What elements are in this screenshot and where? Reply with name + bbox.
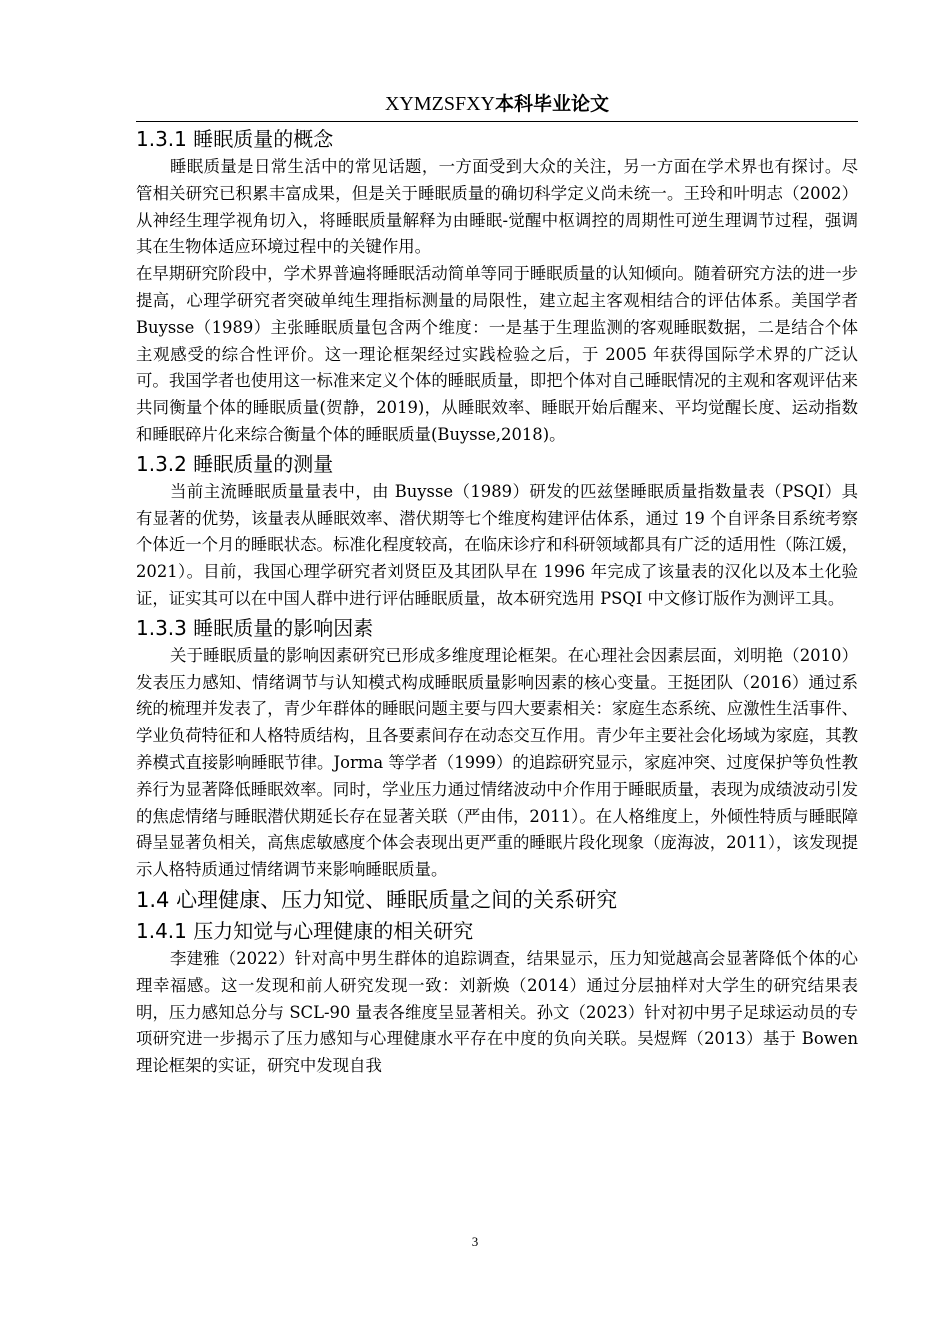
section-heading-1-3-2: 1.3.2 睡眠质量的测量 bbox=[136, 451, 334, 476]
section-heading-1-4: 1.4 心理健康、压力知觉、睡眠质量之间的关系研究 bbox=[136, 887, 618, 912]
paragraph-sleep-quality-measurement: 当前主流睡眠质量量表中，由 Buysse（1989）研发的匹兹堡睡眠质量指数量表（PSQI）具有显著的优势，该量表从睡眠效率、潜伏期等七个维度构建评估体系，通过 19 个自评条目系统考察个体近一个月的睡眠状态。标准化程度较高，在临床诊疗和科研领域都具有广泛的适用性（陈江媛，2021）。目前，我国心理学研究者刘贤臣及其团队早在 1996 年完成了该量表的汉化以及本土化验证，证实其可以在中国人群中进行评估睡眠质量，故本研究选用 PSQI 中文修订版作为测评工具。 bbox=[136, 481, 858, 608]
paragraph-sleep-quality-factors: 关于睡眠质量的影响因素研究已形成多维度理论框架。在心理社会因素层面，刘明艳（2010）发表压力感知、情绪调节与认知模式构成睡眠质量影响因素的核心变量。王挺团队（2016）通过系统的梳理并发表了，青少年群体的睡眠问题主要与四大要素相关：家庭生态系统、应激性生活事件、学业负荷特征和人格特质结构，且各要素间存在动态交互作用。青少年主要社会化场域为家庭，其教养模式直接影响睡眠节律。Jorma 等学者（1999）的追踪研究显示，家庭冲突、过度保护等负性教养行为显著降低睡眠效率。同时，学业压力通过情绪波动中介作用于睡眠质量，表现为成绩波动引发的焦虑情绪与睡眠潜伏期延长存在显著关联（严由伟，2011）。在人格维度上，外倾性特质与睡眠障碍呈显著负相关，高焦虑敏感度个体会表现出更严重的睡眠片段化现象（庞海波，2011），该发现提示人格特质通过情绪调节来影响睡眠质量。 bbox=[136, 645, 858, 880]
page-number: 3 bbox=[471, 1234, 479, 1249]
paragraph-sleep-quality-concept: 睡眠质量是日常生活中的常见话题，一方面受到大众的关注，另一方面在学术界也有探讨。尽管相关研究已积累丰富成果，但是关于睡眠质量的确切科学定义尚未统一。王玲和叶明志（2002）从神经生理学视角切入，将睡眠质量解释为由睡眠-觉醒中枢调控的周期性可逆生理调节过程，强调其在生物体适应环境过程中的关键作用。 bbox=[136, 157, 858, 257]
paragraph-sleep-quality-history: 在早期研究阶段中，学术界普遍将睡眠活动简单等同于睡眠质量的认知倾向。随着研究方法的进一步提高，心理学研究者突破单纯生理指标测量的局限性，建立起主客观相结合的评估体系。美国学者 Buysse（1989）主张睡眠质量包含两个维度：一是基于生理监测的客观睡眠数据，二是结合个体主观感受的综合性评价。这一理论框架经过实践检验之后，于 2005 年获得国际学术界的广泛认可。我国学者也使用这一标准来定义个体的睡眠质量，即把个体对自己睡眠情况的主观和客观评估来共同衡量个体的睡眠质量(贺静，2019)，从睡眠效率、睡眠开始后醒来、平均觉醒长度、运动指数和睡眠碎片化来综合衡量个体的睡眠质量(Buysse,2018)。 bbox=[136, 264, 858, 444]
header-thesis-label: 本科毕业论文 bbox=[495, 93, 610, 115]
section-heading-1-3-3: 1.3.3 睡眠质量的影响因素 bbox=[136, 615, 374, 640]
section-heading-1-3-1: 1.3.1 睡眠质量的概念 bbox=[136, 127, 334, 151]
page-header bbox=[136, 88, 858, 122]
header-latin-text: XYMZSFXY bbox=[384, 93, 495, 115]
paragraph-stress-mental-health: 李建雅（2022）针对高中男生群体的追踪调查，结果显示，压力知觉越高会显著降低个体的心理幸福感。这一发现和前人研究发现一致：刘新焕（2014）通过分层抽样对大学生的研究结果表明，压力感知总分与 SCL-90 量表各维度呈显著相关。孙文（2023）针对初中男子足球运动员的专项研究进一步揭示了压力感知与心理健康水平存在中度的负向关联。吴煜辉（2013）基于 Bowen 理论框架的实证，研究中发现自我 bbox=[136, 948, 858, 1076]
section-heading-1-4-1: 1.4.1 压力知觉与心理健康的相关研究 bbox=[136, 918, 474, 943]
document-body bbox=[136, 124, 858, 1080]
